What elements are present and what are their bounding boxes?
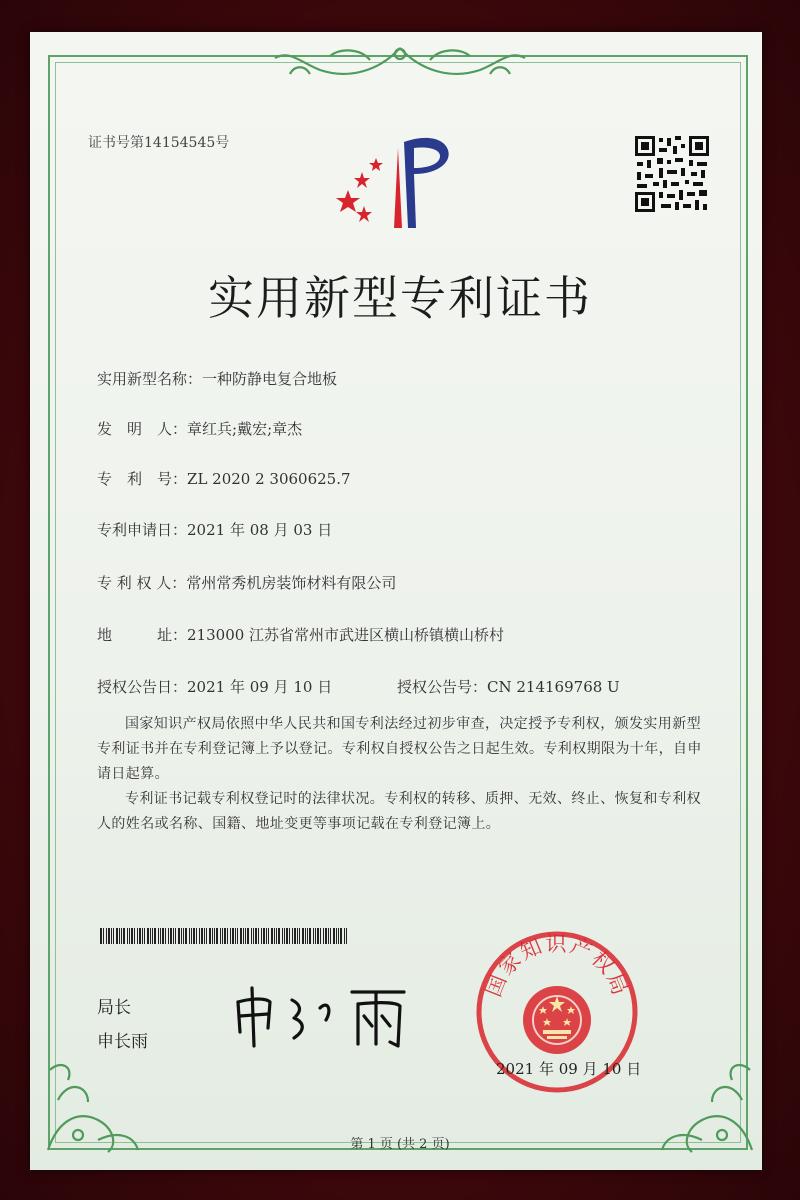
field-label: 授权公告号： (397, 678, 488, 696)
patent-office-logo (336, 128, 460, 232)
director-title: 局长 (97, 998, 131, 1018)
field-value: 一种防静电复合地板 (202, 370, 338, 388)
field-application-date (97, 519, 332, 540)
field-utility-model-name (97, 368, 337, 389)
certificate-title: 实用新型专利证书 (208, 271, 592, 325)
barcode (100, 928, 350, 944)
field-label: 专 利 号： (97, 470, 188, 488)
director-signature (232, 980, 412, 1050)
field-value: 常州常秀机房装饰材料有限公司 (186, 574, 397, 592)
field-value: 章红兵;戴宏;章杰 (187, 420, 303, 438)
field-label: 地 址： (97, 626, 188, 644)
svg-text:国家知识产权局: 国家知识产权局 (481, 931, 633, 1001)
certificate-number: 证书号第14154545号 (88, 135, 230, 151)
field-label: 授权公告日： (97, 678, 188, 696)
field-label: 专利申请日： (97, 521, 188, 539)
field-address (97, 624, 504, 645)
director-name: 申长雨 (97, 1032, 148, 1052)
field-patent-number (97, 468, 351, 489)
qr-code (633, 134, 711, 214)
field-patentee (97, 572, 396, 593)
field-value: 2021 年 08 月 03 日 (187, 521, 333, 539)
field-label: 实用新型名称： (97, 370, 203, 388)
top-floral-ornament (270, 40, 530, 90)
grant-statement-paragraph: 国家知识产权局依照中华人民共和国专利法经过初步审查，决定授予专利权，颁发实用新型专利证书并在专利登记簿上予以登记。专利权自授权公告之日起生效。专利权期限为十年，自申请日起算。 (97, 716, 702, 782)
seal-date: 2021 年 09 月 10 日 (496, 1060, 642, 1078)
field-value: CN 214169768 U (487, 678, 620, 696)
field-value: 2021 年 09 月 10 日 (187, 678, 333, 696)
page-indicator: 第 1 页 (共 2 页) (350, 1137, 450, 1152)
field-grant-date (97, 676, 332, 697)
field-label: 专 利 权 人： (97, 574, 187, 592)
field-inventor (97, 418, 302, 439)
field-value: ZL 2020 2 3060625.7 (187, 470, 351, 488)
legal-status-paragraph: 专利证书记载专利权登记时的法律状况。专利权的转移、质押、无效、终止、恢复和专利权人的姓名或名称、国籍、地址变更等事项记载在专利登记簿上。 (97, 791, 701, 832)
field-value: 213000 江苏省常州市武进区横山桥镇横山桥村 (187, 626, 505, 644)
field-grant-number (397, 676, 620, 697)
field-label: 发 明 人： (97, 420, 188, 438)
